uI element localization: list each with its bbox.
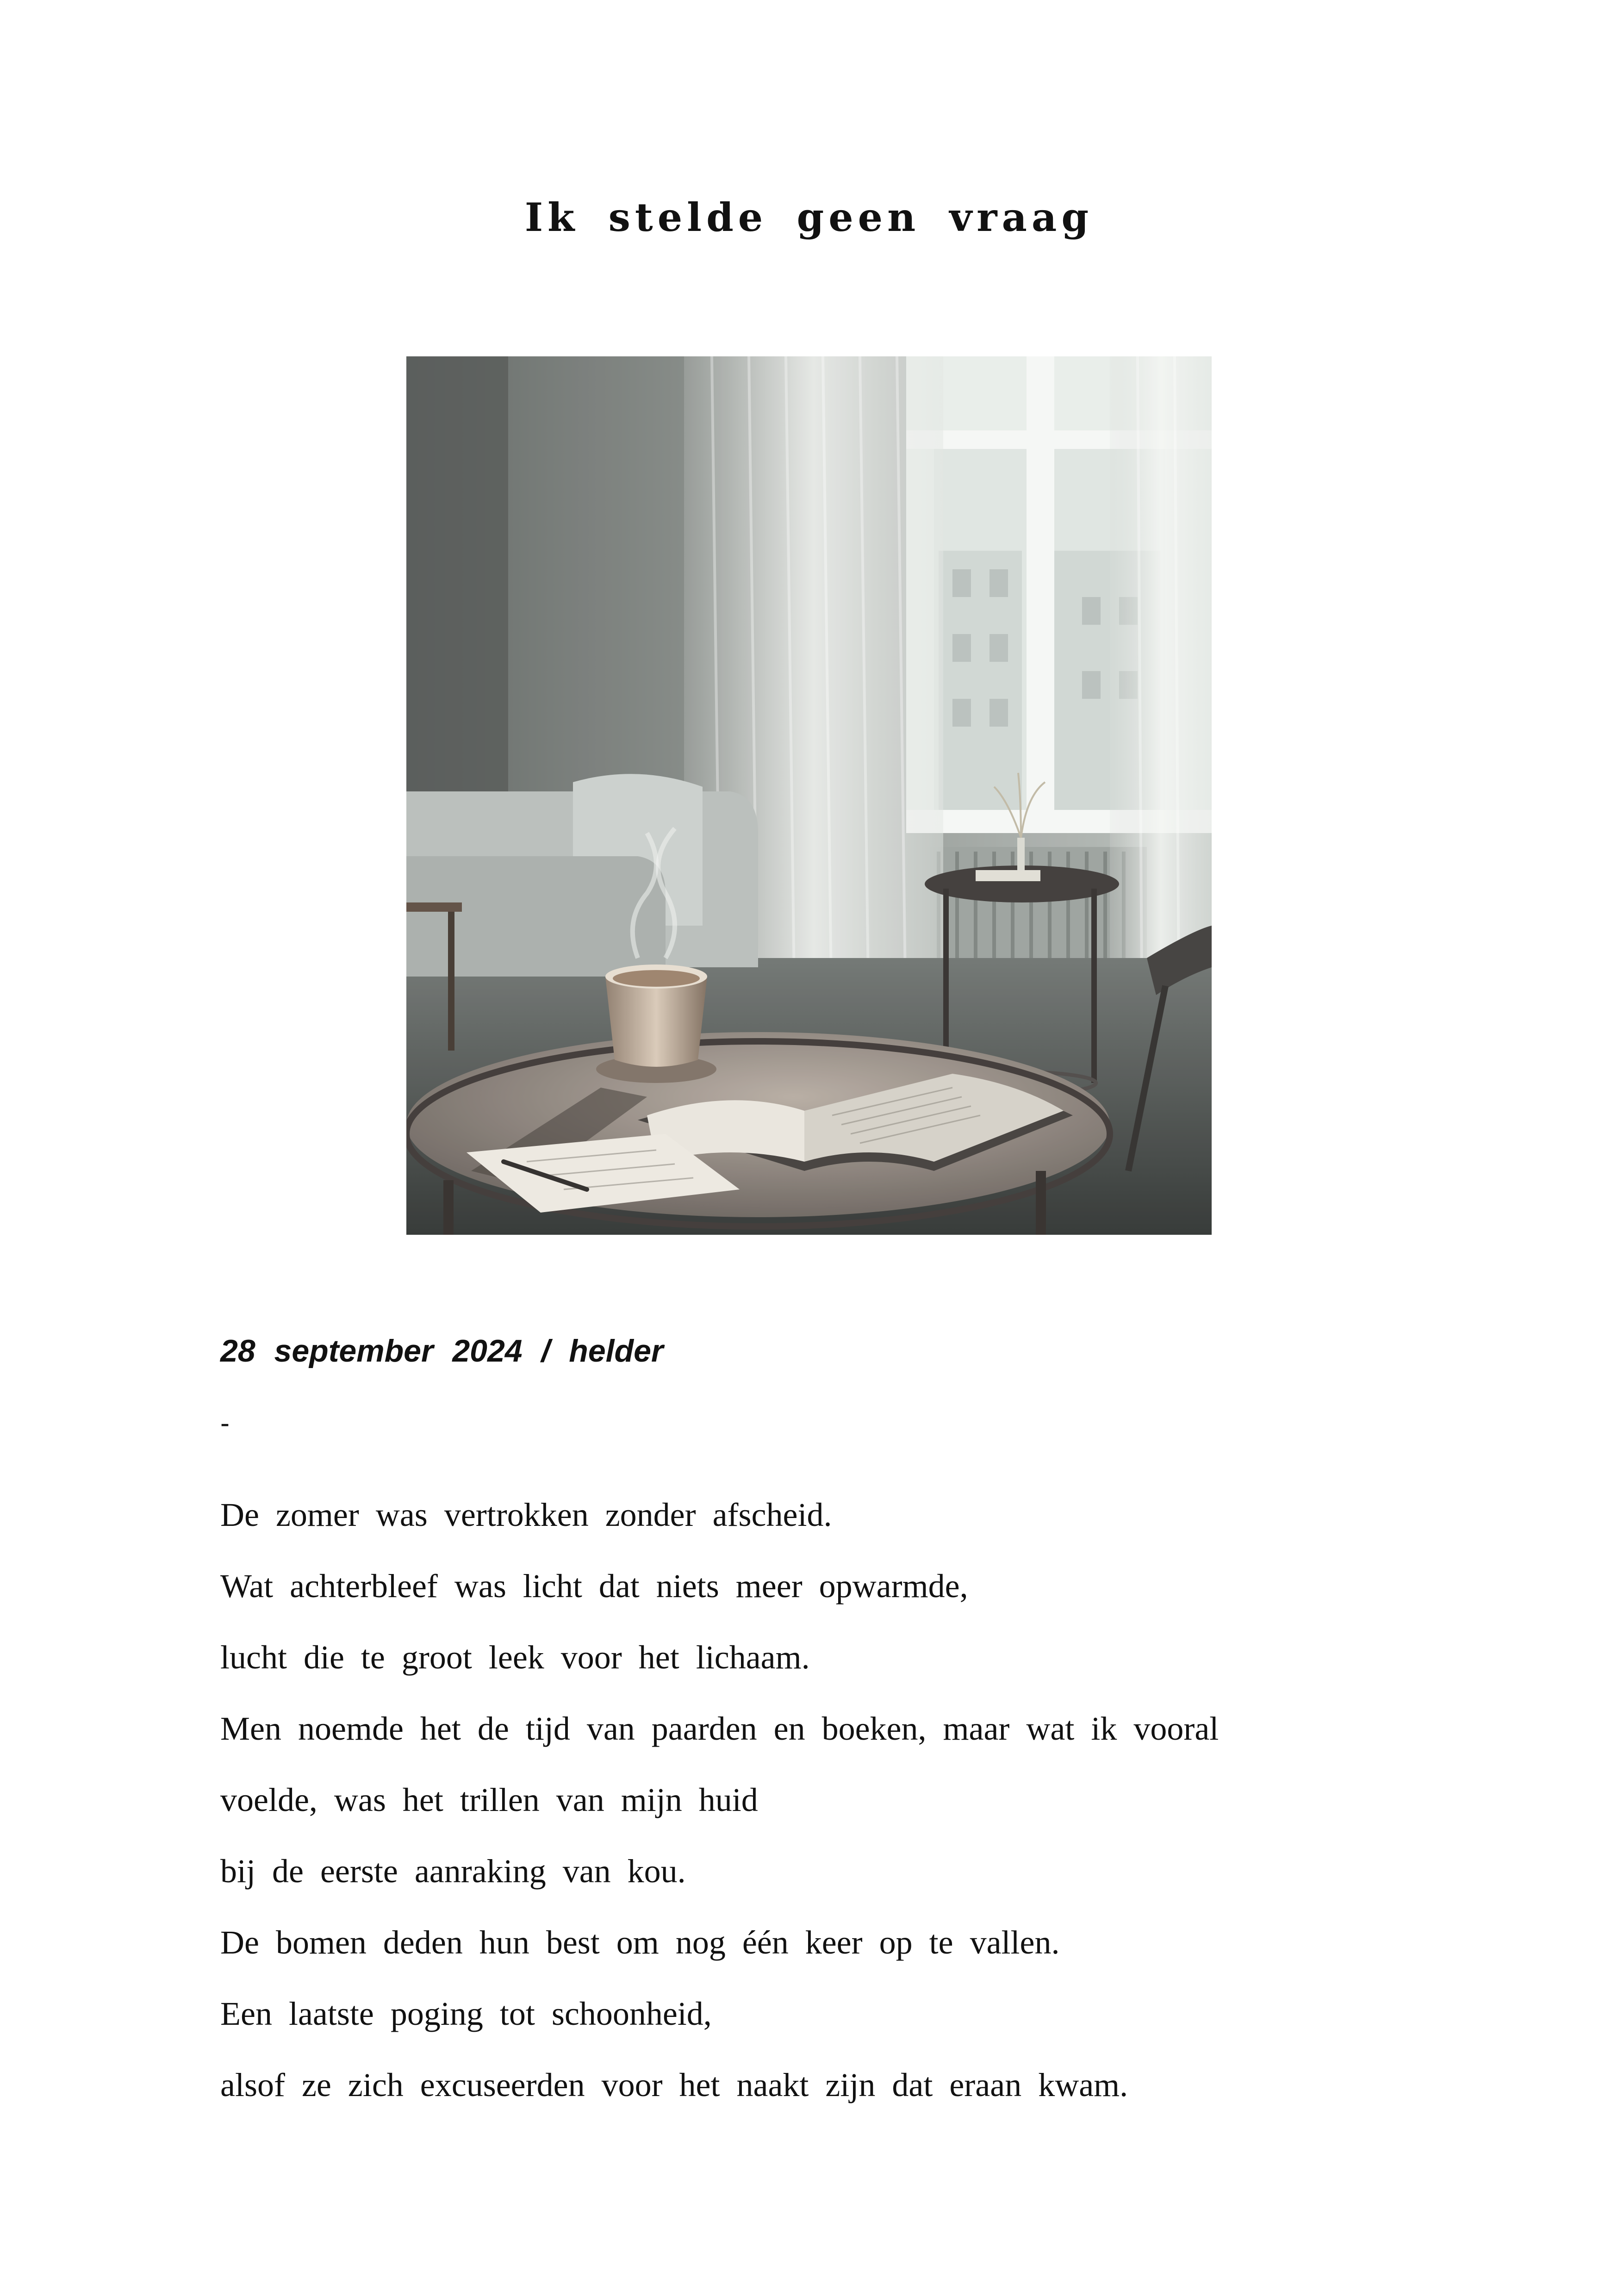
poem-line: Een laatste poging tot schoonheid, [220,1995,712,2032]
illustration-canvas [406,356,1212,1235]
poem-line: Men noemde het de tijd van paarden en boeken, maar wat ik vooral [220,1710,1219,1747]
separator-dash: - [220,1407,230,1438]
poem-line: Wat achterbleef was licht dat niets meer opwarmde, [220,1568,968,1605]
living-room-illustration [406,356,1212,1235]
poem-line: voelde, was het trillen van mijn huid [220,1781,758,1818]
poem-line: De bomen deden hun best om nog één keer op te vallen. [220,1924,1060,1961]
poem-line: De zomer was vertrokken zonder afscheid. [220,1496,832,1533]
poem-body [220,1479,1424,2121]
poem-line: bij de eerste aanraking van kou. [220,1853,686,1890]
page-title: Ik stelde geen vraag [524,194,1094,240]
poem-line: lucht die te groot leek voor het lichaam. [220,1639,810,1676]
poem-line: alsof ze zich excuseerden voor het naakt zijn dat eraan kwam. [220,2066,1128,2103]
entry-dateline: 28 september 2024 / helder [220,1333,664,1369]
